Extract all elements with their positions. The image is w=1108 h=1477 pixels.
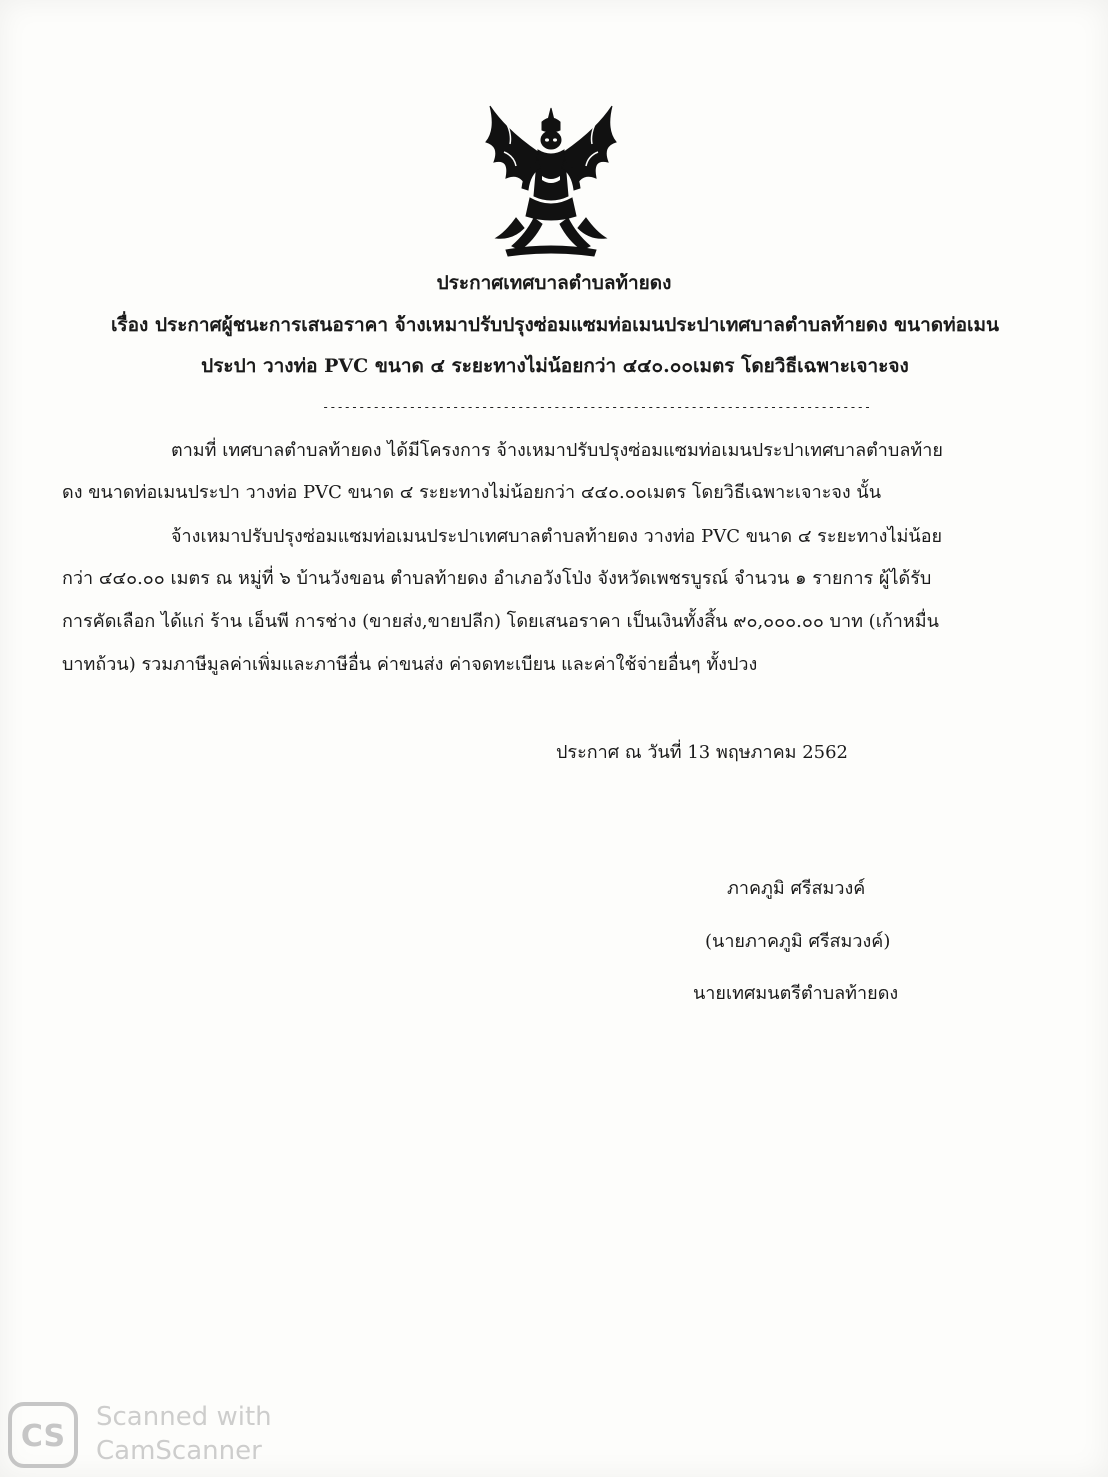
camscanner-watermark [8, 1400, 298, 1472]
garuda-emblem-icon [476, 100, 626, 260]
divider: ---------------------------------------------------------------------------- [322, 400, 872, 414]
paragraph-2-line-1: จ้างเหมาปรับปรุงซ่อมแซมท่อเมนประปาเทศบาลตำบลท้ายดง วางท่อ PVC ขนาด ๔ ระยะทางไม่น้อย [171, 526, 943, 547]
signed-name: ภาคภูมิ ศรีสมวงค์ [727, 878, 866, 899]
paragraph-2-line-2: กว่า ๔๔๐.๐๐ เมตร ณ หมู่ที่ ๖ บ้านวังขอน ตำบลท้ายดง อำเภอวังโป่ง จังหวัดเพชรบูรณ์ จำนวน ๑ รายการ ผู้ได้รับ [62, 568, 932, 589]
watermark-line-1: Scanned with [96, 1402, 272, 1432]
document-title: ประกาศเทศบาลตำบลท้ายดง [436, 272, 672, 294]
paragraph-2-line-4: บาทถ้วน) รวมภาษีมูลค่าเพิ่มและภาษีอื่น ค่าขนส่ง ค่าจดทะเบียน และค่าใช้จ่ายอื่นๆ ทั้งปวง [62, 654, 758, 675]
paragraph-1-line-2: ดง ขนาดท่อเมนประปา วางท่อ PVC ขนาด ๔ ระยะทางไม่น้อยกว่า ๔๔๐.๐๐เมตร โดยวิธีเฉพาะเจาะจง นั้น [62, 482, 882, 503]
printed-name: (นายภาคภูมิ ศรีสมวงค์) [705, 931, 891, 952]
paragraph-2-line-3: การคัดเลือก ได้แก่ ร้าน เอ็นพี การช่าง (ขายส่ง,ขายปลีก) โดยเสนอราคา เป็นเงินทั้งสิ้น ๙๐,๐๐๐.๐๐ บาท (เก้าหมื่น [62, 611, 939, 632]
subject-line-2: ประปา วางท่อ PVC ขนาด ๔ ระยะทางไม่น้อยกว่า ๔๔๐.๐๐เมตร โดยวิธีเฉพาะเจาะจง [201, 355, 909, 377]
camscanner-logo-icon [8, 1402, 78, 1468]
watermark-line-2: CamScanner [96, 1436, 262, 1466]
paragraph-1-line-1: ตามที่ เทศบาลตำบลท้ายดง ได้มีโครงการ จ้างเหมาปรับปรุงซ่อมแซมท่อเมนประปาเทศบาลตำบลท้าย [171, 440, 943, 461]
signer-position: นายเทศมนตรีตำบลท้ายดง [693, 983, 899, 1004]
announce-date: ประกาศ ณ วันที่ 13 พฤษภาคม 2562 [556, 742, 848, 763]
subject-line-1: เรื่อง ประกาศผู้ชนะการเสนอราคา จ้างเหมาปรับปรุงซ่อมแซมท่อเมนประปาเทศบาลตำบลท้ายดง ขนาดท่อเมน [110, 314, 1000, 336]
camscanner-logo-text: CS [20, 1419, 66, 1454]
